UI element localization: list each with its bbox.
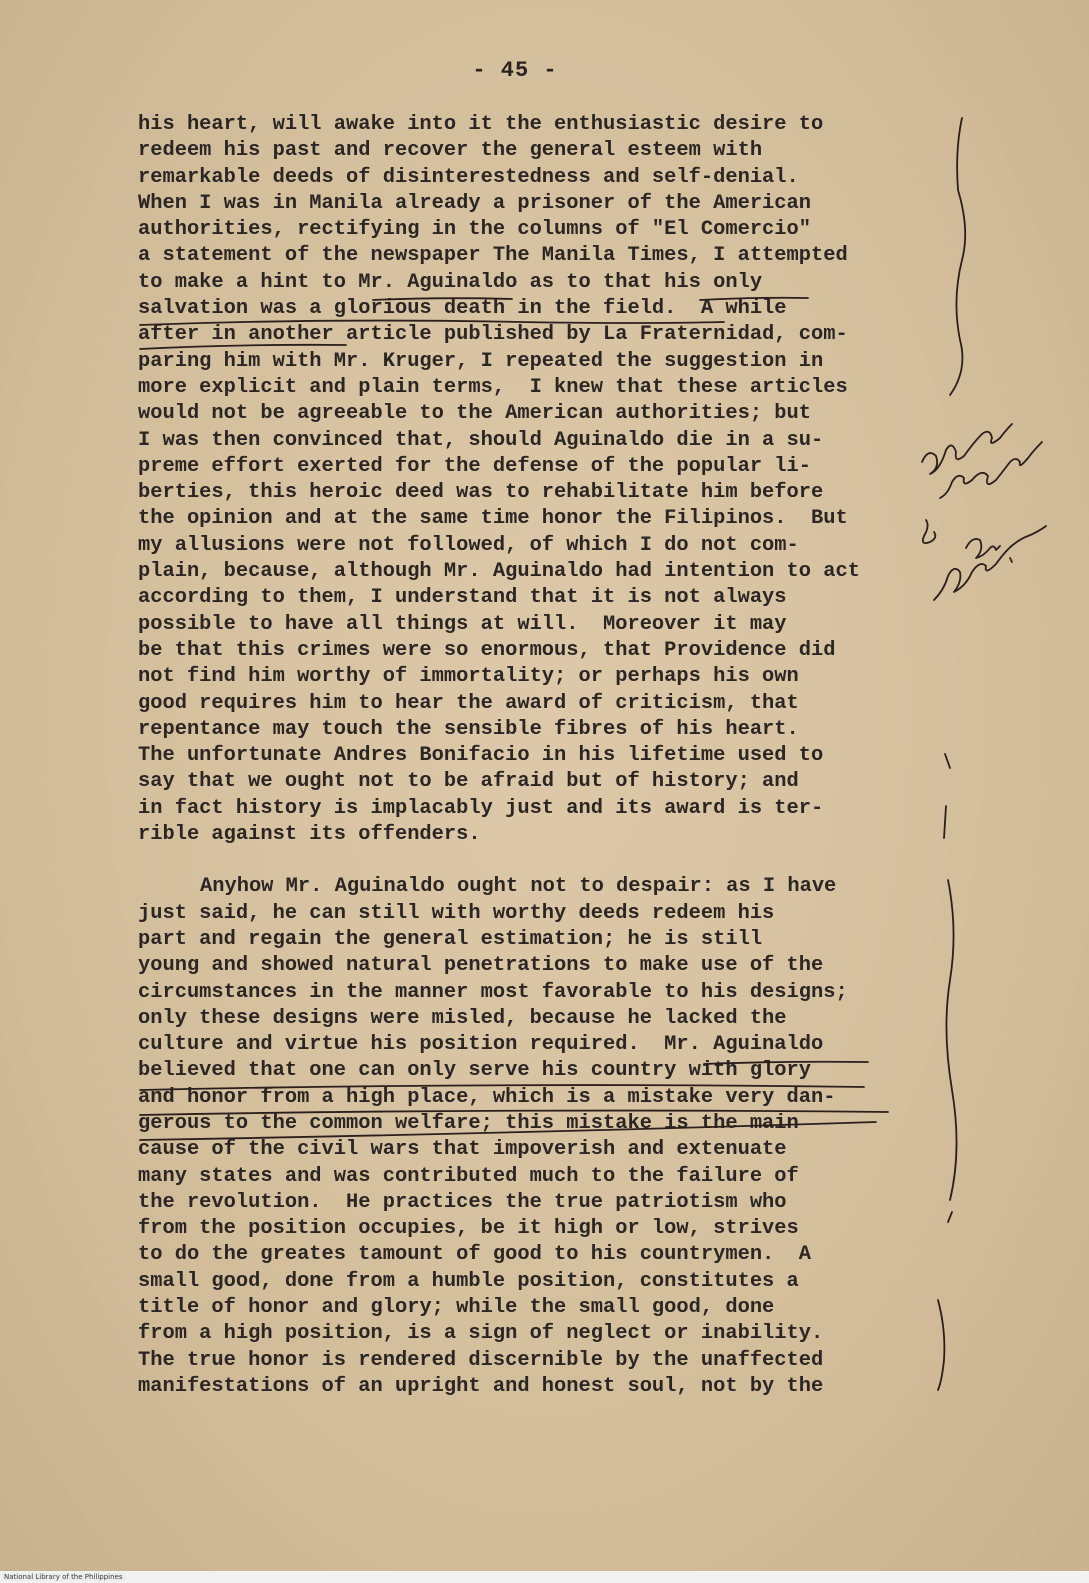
text-line: in fact history is implacably just and its award is ter-: [138, 796, 824, 820]
text-line: circumstances in the manner most favorable to his designs;: [138, 980, 848, 1004]
margin-bracket: [946, 880, 956, 1200]
margin-tick: [948, 1212, 952, 1222]
text-line: to make a hint to Mr. Aguinaldo as to that his only: [138, 270, 763, 294]
text-line: my allusions were not followed, of which I do not com-: [138, 533, 799, 557]
text-line: authorities, rectifying in the columns of "El Comercio": [138, 218, 812, 242]
text-line: title of honor and glory; while the small good, done: [138, 1296, 775, 1320]
text-line: possible to have all things at will. Moreover it may: [138, 612, 787, 636]
text-line: preme effort exerted for the defense of the popular li-: [138, 454, 812, 478]
text-line: berties, this heroic deed was to rehabilitate him before: [138, 481, 824, 505]
text-line: from the position occupies, be it high or low, strives: [138, 1217, 799, 1241]
margin-tick: [945, 754, 950, 768]
page-number: - 45 -: [472, 58, 558, 83]
text-line: culture and virtue his position required. Mr. Aguinaldo: [138, 1033, 824, 1057]
text-line: after in another article published by La Fraternidad, com-: [138, 323, 848, 347]
text-line: paring him with Mr. Kruger, I repeated the suggestion in: [138, 349, 824, 373]
text-line: would not be agreeable to the American authorities; but: [138, 402, 812, 426]
body-text: [138, 112, 928, 1400]
text-line: a statement of the newspaper The Manila Times, I attempted: [138, 244, 848, 268]
text-line: not find him worthy of immortality; or perhaps his own: [138, 665, 799, 689]
text-line: salvation was a glorious death in the field. A while: [138, 297, 787, 321]
text-line: the opinion and at the same time honor the Filipinos. But: [138, 507, 848, 531]
margin-bracket: [950, 118, 965, 395]
text-line: When I was in Manila already a prisoner of the American: [138, 191, 812, 215]
margin-scribble: [934, 526, 1046, 600]
text-line: remarkable deeds of disinterestedness and self-denial.: [138, 165, 799, 189]
margin-scribble: [940, 442, 1042, 498]
text-line: say that we ought not to be afraid but of history; and: [138, 770, 799, 794]
paragraph-1: [138, 112, 928, 848]
margin-scribble: [922, 424, 1012, 474]
text-line: gerous to the common welfare; this mistake is the main: [138, 1111, 799, 1135]
text-line: many states and was contributed much to the failure of: [138, 1164, 799, 1188]
text-line: young and showed natural penetrations to make use of the: [138, 954, 824, 978]
text-line: according to them, I understand that it is not always: [138, 586, 787, 610]
text-line: more explicit and plain terms, I knew that these articles: [138, 375, 848, 399]
text-line: plain, because, although Mr. Aguinaldo had intention to act: [138, 560, 860, 584]
text-line: only these designs were misled, because he lacked the: [138, 1006, 787, 1030]
text-line: his heart, will awake into it the enthusiastic desire to: [138, 113, 824, 136]
text-line: The true honor is rendered discernible by the unaffected: [138, 1348, 824, 1372]
footer-credit: National Library of the Philippines: [4, 1573, 123, 1581]
text-line: from a high position, is a sign of neglect or inability.: [138, 1322, 824, 1346]
margin-bracket: [938, 1300, 944, 1390]
text-line: to do the greates tamount of good to his countrymen. A: [138, 1243, 812, 1267]
text-line: good requires him to hear the award of criticism, that: [138, 691, 799, 715]
text-line: believed that one can only serve his country with glory: [138, 1059, 812, 1083]
text-line: rible against its offenders.: [138, 823, 481, 847]
paragraph-2: [138, 874, 928, 1400]
text-line: Anyhow Mr. Aguinaldo ought not to despair: as I have: [200, 875, 837, 899]
text-line: and honor from a high place, which is a mistake very dan-: [138, 1085, 836, 1109]
text-line: be that this crimes were so enormous, that Providence did: [138, 638, 836, 662]
paragraph-gap: [138, 848, 928, 874]
margin-scribble: [966, 539, 1012, 562]
text-line: just said, he can still with worthy deeds redeem his: [138, 901, 775, 925]
text-line: I was then convinced that, should Aguinaldo die in a su-: [138, 428, 824, 452]
text-line: repentance may touch the sensible fibres of his heart.: [138, 717, 799, 741]
text-line: redeem his past and recover the general esteem with: [138, 139, 763, 163]
margin-tick: [944, 806, 946, 838]
text-line: manifestations of an upright and honest soul, not by the: [138, 1374, 824, 1398]
text-line: The unfortunate Andres Bonifacio in his lifetime used to: [138, 744, 824, 768]
text-line: the revolution. He practices the true patriotism who: [138, 1190, 787, 1214]
text-line: part and regain the general estimation; he is still: [138, 927, 763, 951]
text-line: cause of the civil wars that impoverish and extenuate: [138, 1138, 787, 1162]
text-line: small good, done from a humble position, constitutes a: [138, 1269, 799, 1293]
scan-bottom-band: [0, 1571, 1089, 1583]
